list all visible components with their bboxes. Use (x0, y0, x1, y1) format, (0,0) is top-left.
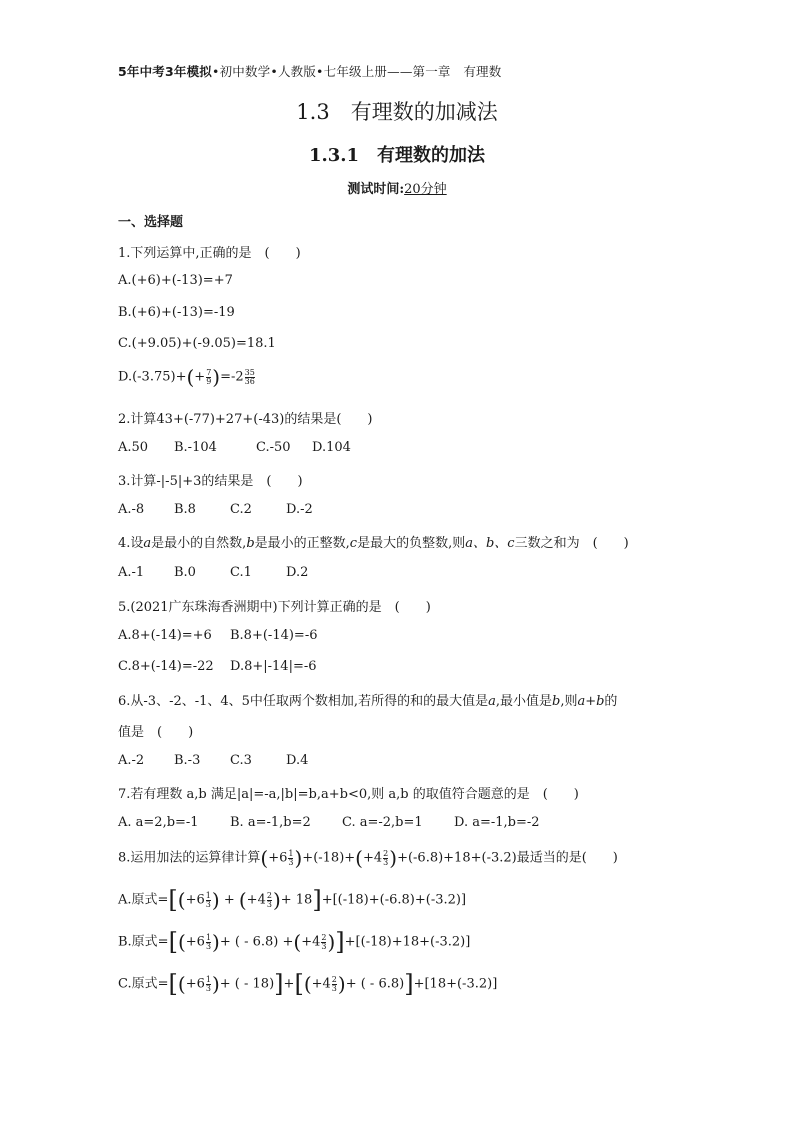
question-8-stem (118, 846, 618, 870)
q6-text: 的 (604, 694, 618, 709)
question-6-option-a: A.-2 (118, 753, 145, 768)
q8-option-label: A.原式= (118, 892, 169, 908)
page-header (118, 62, 501, 80)
q8-term: +4 (362, 850, 383, 866)
question-3-option-a: A.-8 (118, 502, 145, 517)
question-3-option-d: D.-2 (286, 502, 313, 517)
question-4-stem (118, 532, 629, 551)
question-2-options (118, 440, 351, 455)
q1-d-sign: + (194, 369, 206, 385)
var-a: a (488, 694, 496, 709)
q8-term: + ( - 18) (219, 976, 275, 992)
paren-right: ) (212, 365, 221, 389)
fraction-numerator: 2 (321, 932, 327, 942)
bracket-right: ] (312, 886, 322, 914)
paren-right: ) (212, 930, 220, 954)
question-1-stem: 1.下列运算中,正确的是 ( ) (118, 246, 301, 261)
bracket-left: [ (294, 970, 304, 998)
q4-text: 是最小的正整数, (254, 536, 350, 551)
question-7-option-d: D. a=-1,b=-2 (454, 815, 540, 830)
fraction (267, 892, 272, 909)
question-6-options (118, 753, 308, 768)
bracket-right: ] (274, 970, 284, 998)
q6-text: 6.从-3、-2、-1、4、5中任取两个数相加,若所得的和的最大值是 (118, 694, 489, 709)
q8-term: +6 (185, 892, 205, 908)
fraction (321, 934, 326, 951)
fraction-denominator: 3 (383, 857, 389, 867)
fraction (245, 369, 255, 386)
q4-text: 是最大的负整数,则 (357, 536, 466, 551)
paren-right: ) (294, 846, 303, 870)
paren-left: ( (238, 888, 247, 912)
paren-right: ) (211, 888, 220, 912)
fraction (332, 976, 337, 993)
fraction-numerator: 2 (331, 974, 337, 984)
paren-left: ( (177, 972, 186, 996)
paren-left: ( (177, 930, 186, 954)
question-3-stem: 3.计算-|-5|+3的结果是 ( ) (118, 474, 303, 489)
question-3-option-b: B.8 (174, 502, 196, 517)
q8-term: +(-6.8)+18+(-3.2) (397, 850, 517, 866)
fraction-denominator: 3 (205, 941, 212, 951)
question-7-option-b: B. a=-1,b=2 (230, 815, 311, 830)
question-2-option-b: B.-104 (174, 440, 217, 455)
question-4-option-c: C.1 (230, 565, 252, 580)
fraction-numerator: 1 (205, 932, 212, 942)
var-b: b (551, 694, 561, 709)
fraction-numerator: 1 (205, 890, 211, 900)
header-brand: 5年中考3年模拟 (118, 64, 212, 79)
q8-tail: +[(-18)+18+(-3.2)] (344, 934, 471, 950)
question-2-option-c: C.-50 (256, 440, 291, 455)
question-7-stem: 7.若有理数 a,b 满足|a|=-a,|b|=b,a+b<0,则 a,b 的取值符合题意的是 ( ) (118, 787, 579, 802)
subsection-title: 1.3.1 有理数的加法 (308, 145, 486, 166)
fraction (206, 369, 211, 386)
fraction (206, 976, 211, 993)
var-c: c (349, 536, 358, 551)
paren-left: ( (293, 930, 302, 954)
question-5-options-row1 (118, 628, 317, 643)
test-time (0, 178, 794, 197)
fraction-denominator: 3 (205, 899, 211, 909)
fraction-denominator: 3 (205, 983, 211, 993)
fraction (206, 892, 211, 909)
question-4-options (118, 565, 308, 580)
question-4-option-a: A.-1 (118, 565, 145, 580)
fraction-numerator: 2 (383, 848, 389, 858)
question-1-option-d (118, 365, 256, 389)
question-5-option-a: A.8+(-14)=+6 (118, 628, 212, 643)
q8-term: +4 (311, 976, 331, 992)
fraction (288, 850, 293, 867)
paren-right: ) (327, 930, 336, 954)
question-5-options-row2 (118, 659, 317, 674)
var-abc: a、b、c (465, 536, 515, 551)
q1-d-prefix: D.(-3.75)+ (118, 369, 187, 385)
fraction-numerator: 1 (205, 974, 211, 984)
paren-left: ( (260, 846, 269, 870)
question-4-option-b: B.0 (174, 565, 196, 580)
fraction-numerator: 35 (244, 367, 255, 377)
fraction-denominator: 36 (244, 376, 255, 386)
q8-term: +4 (246, 892, 266, 908)
q8-term: +6 (185, 976, 205, 992)
question-7-options (118, 815, 540, 830)
q8-option-label: B.原式= (118, 934, 169, 950)
section-heading: 一、选择题 (118, 215, 184, 230)
question-1-option-b: B.(+6)+(-13)=-19 (118, 305, 235, 320)
question-7-option-a: A. a=2,b=-1 (118, 815, 199, 830)
bracket-left: [ (168, 886, 178, 914)
question-1-option-c: C.(+9.05)+(-9.05)=18.1 (118, 336, 276, 351)
question-7-option-c: C. a=-2,b=1 (342, 815, 423, 830)
question-6-stem (118, 690, 617, 709)
fraction-numerator: 7 (206, 367, 212, 377)
fraction-denominator: 3 (321, 941, 327, 951)
question-5-option-c: C.8+(-14)=-22 (118, 659, 214, 674)
q6-text: ,最小值是 (495, 694, 552, 709)
q8-tail: +[18+(-3.2)] (413, 976, 498, 992)
var-a: a (143, 536, 152, 551)
test-time-label: 测试时间: (347, 182, 405, 197)
q8-term: + 18 (280, 892, 313, 908)
fraction-numerator: 2 (266, 890, 272, 900)
var-b: b (246, 536, 255, 551)
q4-text: 4.设 (118, 536, 144, 551)
question-8-option-b (118, 928, 470, 956)
plus-sign: + (219, 892, 239, 908)
q8-term: + ( - 6.8) + (219, 934, 294, 950)
q8-term: +4 (301, 934, 321, 950)
question-3-options (118, 502, 313, 517)
q8-term: + ( - 6.8) (345, 976, 405, 992)
test-time-value: 20分钟 (404, 182, 447, 197)
question-6-stem-line2: 值是 ( ) (118, 725, 194, 740)
q8-term: +6 (185, 934, 205, 950)
question-2-stem: 2.计算43+(-77)+27+(-43)的结果是( ) (118, 412, 373, 427)
fraction-denominator: 3 (331, 983, 337, 993)
q8-tail: +[(-18)+(-6.8)+(-3.2)] (321, 892, 467, 908)
q8-text: 8.运用加法的运算律计算 (118, 850, 261, 866)
bracket-right: ] (335, 928, 345, 956)
bracket-left: [ (168, 928, 178, 956)
q4-text: 是最小的自然数, (151, 536, 247, 551)
q8-term: +6 (268, 850, 288, 866)
question-1-option-a: A.(+6)+(-13)=+7 (118, 273, 233, 288)
fraction-denominator: 3 (288, 857, 294, 867)
question-5-stem: 5.(2021广东珠海香洲期中)下列计算正确的是 ( ) (118, 600, 431, 615)
paren-right: ) (272, 888, 281, 912)
bracket-left: [ (168, 970, 178, 998)
q8-text: 最适当的是( ) (516, 850, 618, 866)
paren-left: ( (303, 972, 312, 996)
section-title: 1.3 有理数的加减法 (296, 100, 498, 124)
paren-left: ( (186, 365, 195, 389)
question-2-option-a: A.50 (118, 440, 149, 455)
question-5-option-d: D.8+|-14|=-6 (230, 659, 317, 674)
question-4-option-d: D.2 (286, 565, 309, 580)
fraction (383, 850, 388, 867)
question-6-option-b: B.-3 (174, 753, 201, 768)
paren-right: ) (337, 972, 346, 996)
fraction-numerator: 1 (288, 848, 294, 858)
q4-text: 三数之和为 ( ) (514, 536, 629, 551)
paren-right: ) (389, 846, 398, 870)
paren-left: ( (355, 846, 363, 870)
fraction (206, 934, 211, 951)
question-6-option-c: C.3 (230, 753, 252, 768)
question-2-option-d: D.104 (312, 440, 351, 455)
paren-right: ) (211, 972, 220, 996)
header-rest: •初中数学•人教版•七年级上册——第一章 有理数 (212, 64, 502, 79)
question-5-option-b: B.8+(-14)=-6 (230, 628, 318, 643)
question-8-option-c (118, 970, 497, 998)
plus-sign: + (283, 976, 295, 992)
fraction-denominator: 3 (266, 899, 272, 909)
question-8-option-a (118, 886, 466, 914)
q1-d-equals: =-2 (220, 369, 244, 385)
var-ab: a+b (577, 694, 605, 709)
question-6-option-d: D.4 (286, 753, 309, 768)
q6-text: ,则 (560, 694, 578, 709)
q8-option-label: C.原式= (118, 976, 169, 992)
fraction-denominator: 9 (206, 376, 212, 386)
paren-left: ( (177, 888, 186, 912)
bracket-right: ] (404, 970, 414, 998)
question-3-option-c: C.2 (230, 502, 252, 517)
q8-term: +(-18)+ (302, 850, 356, 866)
